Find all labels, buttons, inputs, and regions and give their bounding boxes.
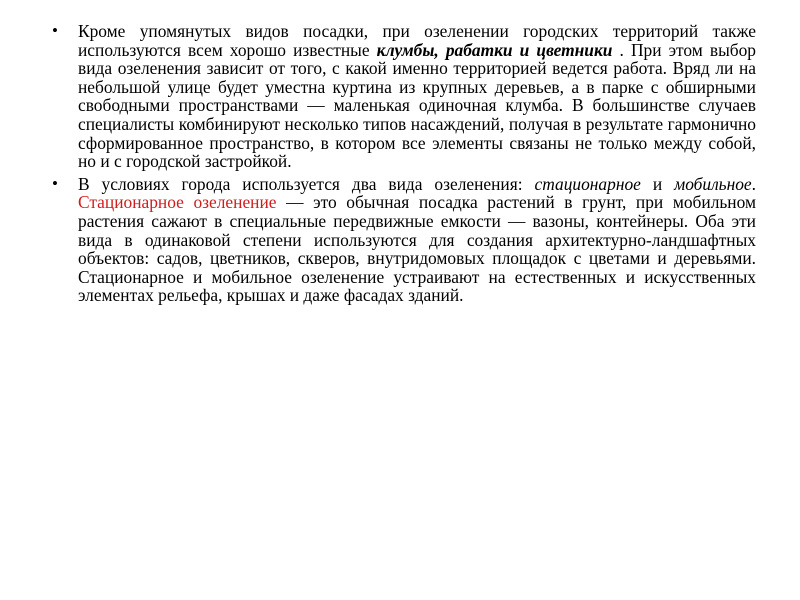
paragraph-text: и <box>640 173 675 194</box>
emphasized-term: клумбы, рабатки и цветники <box>376 39 613 60</box>
italic-term-mobile: мобильное <box>674 173 752 194</box>
bullet-marker: • <box>52 173 58 193</box>
bullet-list <box>50 22 756 309</box>
highlighted-term: Стационарное озеленение <box>78 192 277 213</box>
italic-term-stationary: стационарное <box>534 173 641 194</box>
bullet-item-greening-kinds <box>50 175 756 305</box>
paragraph-text: — это обычная посадка растений в грунт, при мобильном растения сажают в специальные передвижные емкости — вазоны, контейнеры. Оба эти вида в одинаковой степени используются для создания архитектурно-ландшафтных объектов: садов, цветников, скверов, внутридомовых площадок с цветами и деревьями. Стационарное и мобильное озеленение устраивают на естественных и искусственных элементах рельефа, крышах и даже фасадах зданий. <box>78 192 756 306</box>
bullet-marker: • <box>52 21 58 40</box>
paragraph-text: В условиях города используется два вида озеленения: <box>78 173 535 194</box>
paragraph-text: Кроме упомянутых видов посадки, при озеленении городских территорий также используются всем хорошо известные <box>78 21 756 60</box>
bullet-item-planting-types <box>50 22 756 171</box>
paragraph-text: . При этом выбор вида озеленения зависит от того, с какой именно территорией ведется работа. Вряд ли на небольшой улице будет уместна куртина из крупных деревьев, а в парке с обширными свободными пространствами — маленькая одиночная клумба. В большинстве случаев специалисты комбинируют несколько типов насаждений, получая в результате гармонично сформированное пространство, в котором все элементы связаны не только между собой, но и с городской застройкой. <box>78 39 757 172</box>
paragraph-text: . <box>751 173 756 194</box>
